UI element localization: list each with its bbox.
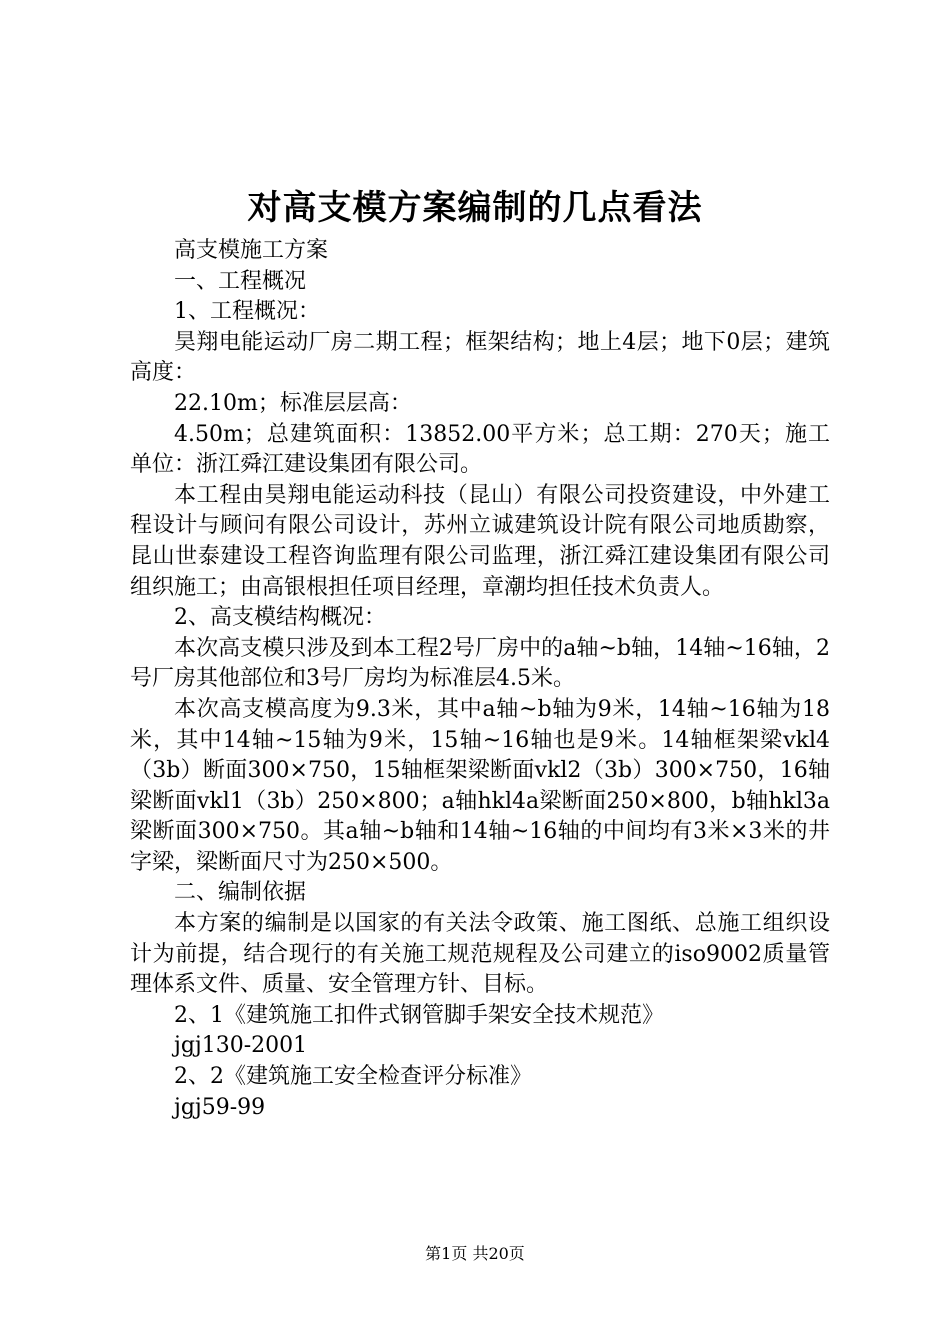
document-body: [130, 236, 830, 1123]
paragraph: 22.10m；标准层层高：: [174, 390, 412, 416]
paragraph: 高支模施工方案: [174, 238, 329, 263]
paragraph: jgj130-2001: [174, 1033, 308, 1059]
paragraph: 2、2《建筑施工安全检查评分标准》: [174, 1064, 532, 1090]
paragraph: 一、工程概况: [174, 268, 307, 294]
paragraph: 本方案的编制是以国家的有关法令政策、施工图纸、总施工组织设计为前提，结合现行的有关施工规范规程及公司建立的iso9002质量管理体系文件、质量、安全管理方针、目标。: [130, 911, 830, 998]
paragraph: 1、工程概况：: [174, 299, 320, 325]
paragraph: jgj59-99: [174, 1094, 266, 1120]
paragraph: 本次高支模只涉及到本工程2号厂房中的a轴~b轴，14轴~16轴，2号厂房其他部位和3号厂房均为标准层4.5米。: [130, 635, 830, 692]
paragraph: 二、编制依据: [174, 880, 307, 906]
paragraph: 本工程由昊翔电能运动科技（昆山）有限公司投资建设，中外建工程设计与顾问有限公司设计，苏州立诚建筑设计院有限公司地质勘察，昆山世泰建设工程咨询监理有限公司监理，浙江舜江建设集团有限公司组织施工；由高银根担任项目经理，章潮均担任技术负责人。: [130, 482, 830, 600]
paragraph: 4.50m；总建筑面积：13852.00平方米；总工期：270天；施工单位：浙江舜江建设集团有限公司。: [130, 421, 830, 478]
paragraph: 本次高支模高度为9.3米，其中a轴~b轴为9米，14轴~16轴为18米，其中14轴~15轴为9米，15轴~16轴也是9米。14轴框架梁vkl4（3b）断面300×750，15轴框架梁断面vkl2（3b）300×750，16轴梁断面vkl1（3b）250×800；a轴hkl4a梁断面250×800，b轴hkl3a梁断面300×750。其a轴~b轴和14轴~16轴的中间均有3米×3米的井字梁，梁断面尺寸为250×500。: [130, 696, 830, 875]
paragraph: 2、高支模结构概况：: [174, 605, 386, 631]
paragraph: 2、1《建筑施工扣件式钢管脚手架安全技术规范》: [174, 1002, 664, 1028]
page-footer: 第1页 共20页: [425, 1244, 525, 1263]
document-title: 对高支模方案编制的几点看法: [247, 188, 703, 228]
paragraph: 昊翔电能运动厂房二期工程；框架结构；地上4层；地下0层；建筑高度：: [130, 329, 830, 386]
